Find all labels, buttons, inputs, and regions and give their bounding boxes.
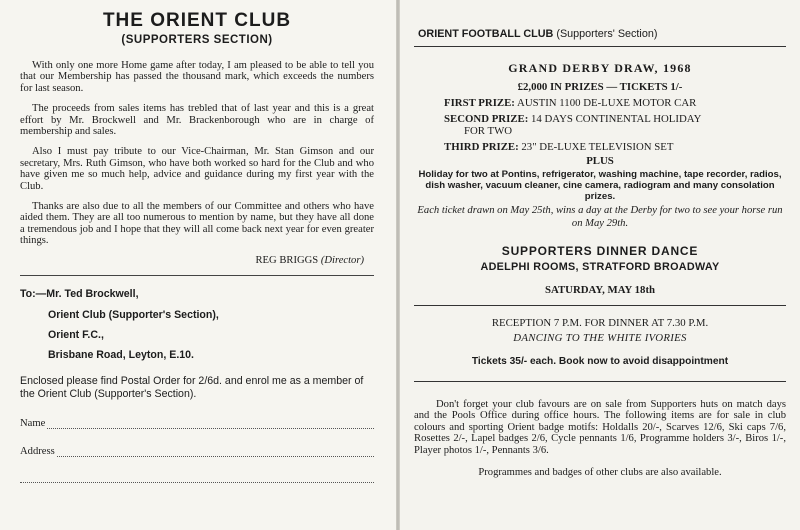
- dance-date: SATURDAY, MAY 18th: [544, 284, 656, 296]
- dance-tickets: Tickets 35/- each. Book now to avoid disappointment: [471, 356, 729, 367]
- name-line[interactable]: [47, 419, 374, 429]
- second-prize-value: 14 DAYS CONTINENTAL HOLIDAY: [531, 113, 702, 125]
- third-prize: [444, 141, 786, 153]
- plus-label: PLUS: [586, 155, 614, 167]
- other-clubs-note: Programmes and badges of other clubs are also available.: [478, 466, 722, 478]
- form-address-block: [48, 309, 374, 361]
- prizes-line: £2,000 IN PRIZES — TICKETS 1/-: [517, 81, 683, 93]
- dance-title: SUPPORTERS DINNER DANCE: [501, 244, 699, 258]
- page-subtitle: (SUPPORTERS SECTION): [121, 34, 273, 46]
- draw-title: GRAND DERBY DRAW, 1968: [508, 61, 692, 75]
- paragraph-tribute: Also I must pay tribute to our Vice-Chairman, Mr. Stan Gimson and our secretary, Mrs. Ruth Gimson, who have both worked so hard for the Club and who have given me so much help, advice and guidance during my first year with the Club.: [20, 146, 374, 192]
- dance-rule: [414, 305, 786, 306]
- paragraph-sales: The proceeds from sales items has trebled that of last year and this is a great effort by Mr. Brockwell and Mr. Brackenborough who are in charge of membership and sales.: [20, 103, 374, 138]
- dance-band: DANCING TO THE WHITE IVORIES: [513, 332, 687, 344]
- tickets-rule: [414, 381, 786, 382]
- signature-role: (Director): [320, 254, 364, 266]
- address-field[interactable]: [20, 446, 374, 457]
- left-page: [0, 0, 396, 530]
- club-header-name: ORIENT FOOTBALL CLUB: [418, 28, 554, 40]
- club-header-section: (Supporters' Section): [556, 28, 658, 40]
- signature-name: REG BRIGGS: [255, 254, 319, 266]
- address-line: Brisbane Road, Leyton, E.10.: [48, 348, 194, 361]
- name-label: Name: [20, 417, 46, 429]
- signature: [20, 255, 374, 266]
- reception-time: RECEPTION 7 P.M. FOR DINNER AT 7.30 P.M.: [491, 317, 709, 329]
- divider: [20, 275, 374, 276]
- form-recipient: To:—Mr. Ted Brockwell,: [20, 287, 139, 300]
- second-prize: [444, 113, 786, 125]
- address-line: Orient F.C.,: [48, 328, 104, 341]
- third-prize-value: 23" DE-LUXE TELEVISION SET: [521, 141, 674, 153]
- header-rule: [414, 46, 786, 47]
- page-title: THE ORIENT CLUB: [102, 10, 292, 31]
- address-line-2[interactable]: [20, 473, 374, 483]
- name-field[interactable]: [20, 418, 374, 429]
- first-prize-label: FIRST PRIZE:: [444, 97, 515, 109]
- second-prize-label: SECOND PRIZE:: [444, 113, 529, 125]
- dance-venue: ADELPHI ROOMS, STRATFORD BROADWAY: [480, 261, 720, 273]
- ticket-note: Each ticket drawn on May 25th, wins a day at the Derby for two to see your horse run on May 29th.: [417, 205, 783, 229]
- third-prize-label: THIRD PRIZE:: [444, 141, 519, 153]
- club-favours: Don't forget your club favours are on sale from Supporters huts on match days and the Pools Office during office hours. The following items are for sale in club colours and sporting Orient badge motifs: Holdalls 20/-, Scarves 12/6, Ski caps 7/6, Rosettes 2/-, Lapel badges 2/6, Cycle pennants 1/6, Programme holders 3/-, Biros 1/-, Player photos 1/-, Pennants 3/6.: [414, 399, 786, 456]
- right-page: [400, 0, 800, 530]
- paragraph-membership: With only one more Home game after today, I am pleased to be able to tell you that our Membership has passed the thousand mark, which exceeds the numbers for last season.: [20, 60, 374, 94]
- first-prize: [444, 97, 786, 109]
- second-prize-continued: FOR TWO: [464, 125, 513, 137]
- address-label: Address: [20, 445, 55, 457]
- paragraph-thanks: Thanks are also due to all the members of our Committee and others who have aided them. They are all too numerous to mention by name, but they have all done a tremendous job and I hope that they will all come back next year for even greater things.: [20, 201, 374, 247]
- address-line-1[interactable]: [57, 447, 374, 457]
- consolation-prizes: Holiday for two at Pontins, refrigerator, washing machine, tape recorder, radios, dish washer, vacuum cleaner, cine camera, radiogram and many consolation prizes.: [418, 169, 782, 202]
- address-line: Orient Club (Supporter's Section),: [48, 308, 219, 321]
- club-header: [414, 28, 786, 40]
- first-prize-value: AUSTIN 1100 DE-LUXE MOTOR CAR: [517, 97, 697, 109]
- enrolment-text: Enclosed please find Postal Order for 2/6d. and enrol me as a member of the Orient Club (Supporter's Section).: [20, 374, 364, 400]
